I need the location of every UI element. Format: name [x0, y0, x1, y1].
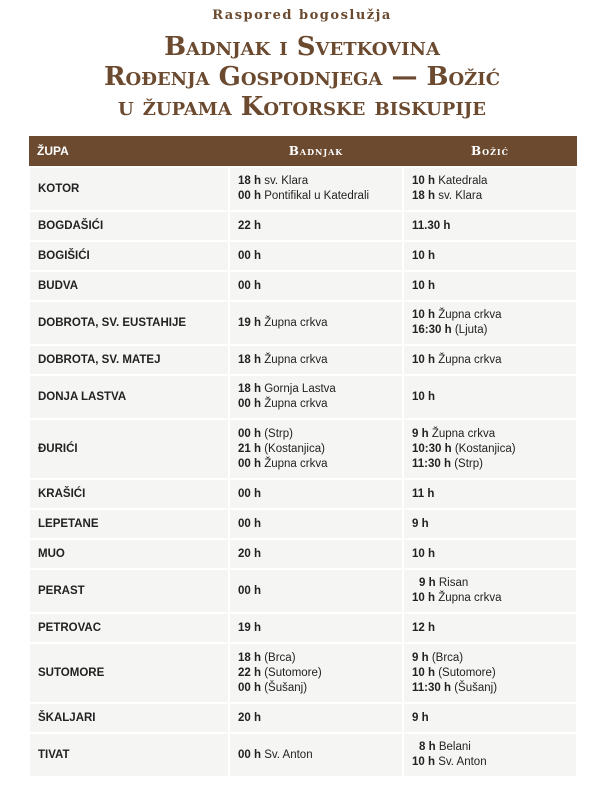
mass-time: 00 h [238, 584, 262, 597]
mass-entry [238, 316, 394, 331]
column-header-parish: ŽUPA [29, 136, 229, 167]
mass-entry [412, 219, 568, 234]
parish-name: PERAST [29, 569, 229, 613]
mass-time: 9 h [412, 711, 429, 724]
bozic-cell [403, 479, 577, 509]
mass-time: 9 h [412, 427, 429, 440]
mass-entry [412, 308, 568, 323]
mass-entry [238, 681, 394, 696]
mass-entry [238, 621, 394, 636]
mass-place: Župna crkva [431, 427, 496, 440]
mass-place: (Kostanjica) [454, 442, 516, 455]
mass-place: (Strp) [264, 427, 293, 440]
mass-place: Župna crkva [264, 398, 328, 410]
mass-entry [238, 442, 394, 457]
table-row [29, 419, 577, 479]
mass-time: 16:30 h [412, 324, 452, 336]
badnjak-cell [229, 167, 403, 211]
mass-time: 11:30 h [412, 457, 451, 470]
mass-entry [238, 174, 394, 189]
badnjak-cell [229, 375, 403, 419]
badnjak-cell [229, 271, 403, 301]
badnjak-cell [229, 733, 403, 777]
parish-name: DOBROTA, SV. EUSTAHIJE [29, 301, 229, 345]
mass-entry [238, 353, 394, 368]
mass-entry [412, 487, 568, 502]
mass-entry [238, 547, 394, 562]
mass-time: 10 h [412, 666, 436, 679]
parish-name: BUDVA [29, 271, 229, 301]
badnjak-cell [229, 419, 403, 479]
mass-place: Sv. Anton [264, 748, 313, 761]
mass-time: 18 h [238, 651, 262, 664]
badnjak-cell [229, 539, 403, 569]
bozic-cell [403, 375, 577, 419]
mass-time: 18 h [412, 190, 436, 202]
mass-entry [412, 740, 568, 755]
badnjak-cell [229, 643, 403, 703]
bozic-cell [403, 509, 577, 539]
mass-place: Belani [438, 741, 471, 753]
table-row [29, 345, 577, 375]
mass-place: (Brca) [431, 651, 464, 664]
mass-entry [412, 323, 568, 338]
mass-time: 21 h [238, 442, 262, 455]
parish-name: LEPETANE [29, 509, 229, 539]
mass-entry [238, 584, 394, 599]
mass-place: (Sutomore) [438, 666, 496, 679]
mass-time: 20 h [238, 547, 262, 560]
mass-time: 9 h [412, 651, 429, 664]
parish-name: KOTOR [29, 167, 229, 211]
mass-time: 00 h [238, 681, 262, 694]
mass-time: 00 h [238, 748, 262, 761]
mass-place: (Šušanj) [454, 681, 498, 694]
mass-place: sv. Klara [438, 190, 483, 202]
table-row [29, 167, 577, 211]
mass-time: 00 h [238, 517, 262, 530]
mass-entry [238, 279, 394, 294]
parish-name: PETROVAC [29, 613, 229, 643]
mass-time: 9 h [412, 517, 429, 530]
mass-place: Gornja Lastva [264, 383, 336, 395]
table-row [29, 301, 577, 345]
table-row [29, 271, 577, 301]
mass-time: 9 h [419, 577, 436, 589]
title-line-3: u župama Kotorske biskupije [118, 92, 486, 122]
bozic-cell [403, 211, 577, 241]
parish-name: DOBROTA, SV. MATEJ [29, 345, 229, 375]
mass-entry [412, 189, 568, 204]
mass-time: 00 h [238, 457, 262, 470]
mass-entry [412, 547, 568, 562]
badnjak-cell [229, 211, 403, 241]
table-row [29, 613, 577, 643]
main-title [0, 32, 604, 122]
mass-place: Župna crkva [438, 353, 502, 366]
table-row [29, 569, 577, 613]
mass-time: 00 h [238, 249, 262, 262]
parish-name: ĐURIĆI [29, 419, 229, 479]
mass-place: (Brca) [264, 651, 296, 664]
mass-place: (Kostanjica) [264, 442, 325, 455]
parish-name: DONJA LASTVA [29, 375, 229, 419]
mass-entry [412, 711, 568, 726]
mass-place: Župna crkva [438, 309, 502, 321]
mass-entry [412, 621, 568, 636]
mass-time: 10 h [412, 175, 436, 187]
mass-time: 8 h [419, 741, 436, 753]
table-row [29, 211, 577, 241]
badnjak-cell [229, 613, 403, 643]
schedule-table [28, 136, 578, 778]
mass-time: 19 h [238, 316, 262, 329]
mass-entry [412, 249, 568, 264]
mass-entry [412, 390, 568, 405]
mass-time: 10 h [412, 309, 436, 321]
mass-place: (Šušanj) [264, 681, 308, 694]
mass-time: 00 h [238, 427, 262, 440]
bozic-cell [403, 167, 577, 211]
mass-entry [238, 397, 394, 412]
mass-entry [238, 487, 394, 502]
parish-name: MUO [29, 539, 229, 569]
mass-time: 22 h [238, 219, 262, 232]
mass-time: 10 h [412, 353, 436, 366]
bozic-cell [403, 569, 577, 613]
mass-entry [412, 279, 568, 294]
title-line-2: Rođenja Gospodnjega — Božić [103, 62, 501, 92]
parish-name: BOGDAŠIĆI [29, 211, 229, 241]
table-body [29, 167, 577, 777]
mass-place: (Ljuta) [454, 324, 488, 336]
mass-time: 20 h [238, 711, 262, 724]
mass-time: 10 h [412, 547, 436, 560]
mass-place: Pontifikal u Katedrali [264, 190, 370, 202]
mass-place: Risan [438, 577, 469, 589]
kicker-title: Raspored bogoslužja [212, 8, 392, 23]
bozic-cell [403, 419, 577, 479]
mass-entry [412, 681, 568, 696]
bozic-cell [403, 301, 577, 345]
mass-time: 10 h [412, 756, 436, 768]
mass-place: Župna crkva [438, 592, 502, 604]
bozic-cell [403, 733, 577, 777]
table-row [29, 703, 577, 733]
mass-time: 10 h [412, 390, 436, 403]
mass-time: 19 h [238, 621, 262, 634]
mass-entry [238, 711, 394, 726]
table-row [29, 241, 577, 271]
mass-place: Župna crkva [264, 353, 328, 366]
mass-entry [412, 517, 568, 532]
mass-place: Župna crkva [264, 316, 328, 329]
mass-entry [412, 591, 568, 606]
mass-entry [238, 457, 394, 472]
mass-entry [238, 382, 394, 397]
badnjak-cell [229, 703, 403, 733]
mass-entry [238, 219, 394, 234]
parish-name: TIVAT [29, 733, 229, 777]
column-header-badnjak: Badnjak [229, 136, 403, 167]
mass-time: 11:30 h [412, 681, 451, 694]
mass-place: (Strp) [454, 457, 483, 470]
table-header-row [29, 136, 577, 167]
bozic-cell [403, 539, 577, 569]
bozic-cell [403, 241, 577, 271]
parish-name: SUTOMORE [29, 643, 229, 703]
column-header-bozic: Božić [403, 136, 577, 167]
badnjak-cell [229, 241, 403, 271]
table-row [29, 479, 577, 509]
parish-name: ŠKALJARI [29, 703, 229, 733]
mass-time: 10:30 h [412, 442, 452, 455]
table-row [29, 509, 577, 539]
mass-time: 18 h [238, 353, 262, 366]
mass-place: sv. Klara [264, 175, 309, 187]
mass-time: 00 h [238, 398, 262, 410]
mass-entry [238, 249, 394, 264]
badnjak-cell [229, 479, 403, 509]
mass-place: Katedrala [438, 175, 488, 187]
table-row [29, 643, 577, 703]
mass-time: 22 h [238, 666, 262, 679]
mass-entry [412, 174, 568, 189]
badnjak-cell [229, 301, 403, 345]
table-row [29, 375, 577, 419]
bozic-cell [403, 271, 577, 301]
badnjak-cell [229, 509, 403, 539]
mass-place: Sv. Anton [438, 756, 487, 768]
bozic-cell [403, 643, 577, 703]
mass-entry [238, 666, 394, 681]
mass-time: 12 h [412, 621, 436, 634]
badnjak-cell [229, 345, 403, 375]
mass-time: 11.30 h [412, 219, 451, 232]
mass-entry [412, 353, 568, 368]
title-line-1: Badnjak i Svetkovina [164, 32, 440, 62]
mass-time: 18 h [238, 383, 262, 395]
page-header [0, 0, 604, 122]
mass-entry [412, 666, 568, 681]
mass-entry [412, 576, 568, 591]
bozic-cell [403, 613, 577, 643]
mass-time: 10 h [412, 279, 436, 292]
mass-entry [412, 442, 568, 457]
mass-time: 10 h [412, 249, 436, 262]
table-row [29, 539, 577, 569]
parish-name: BOGIŠIĆI [29, 241, 229, 271]
mass-place: (Sutomore) [264, 666, 322, 679]
mass-time: 00 h [238, 190, 262, 202]
mass-entry [412, 427, 568, 442]
mass-entry [238, 189, 394, 204]
mass-entry [412, 457, 568, 472]
mass-entry [238, 651, 394, 666]
table-row [29, 733, 577, 777]
mass-entry [238, 517, 394, 532]
badnjak-cell [229, 569, 403, 613]
bozic-cell [403, 703, 577, 733]
bozic-cell [403, 345, 577, 375]
mass-time: 11 h [412, 487, 435, 500]
mass-time: 18 h [238, 175, 262, 187]
mass-entry [412, 755, 568, 770]
parish-name: KRAŠIĆI [29, 479, 229, 509]
mass-place: Župna crkva [264, 457, 328, 470]
mass-entry [238, 427, 394, 442]
mass-time: 00 h [238, 487, 262, 500]
mass-entry [238, 748, 394, 763]
mass-entry [412, 651, 568, 666]
mass-time: 00 h [238, 279, 262, 292]
mass-time: 10 h [412, 592, 436, 604]
